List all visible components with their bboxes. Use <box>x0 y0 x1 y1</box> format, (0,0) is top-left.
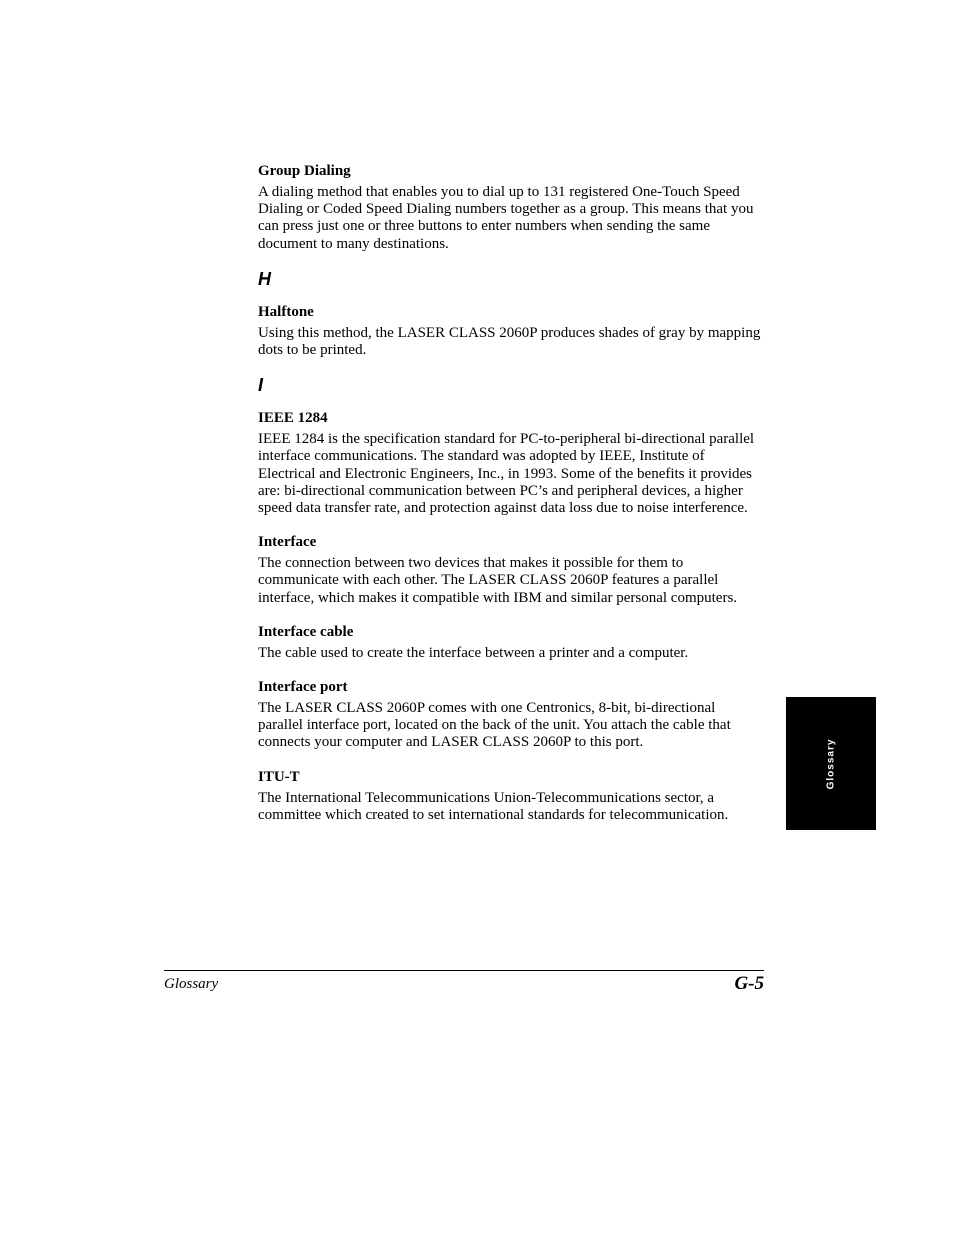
footer-section-title: Glossary <box>164 976 219 992</box>
term-interface: Interface <box>258 534 317 551</box>
term-group-dialing: Group Dialing <box>258 163 351 179</box>
term-halftone: Halftone <box>258 303 314 320</box>
entry-itu-t <box>258 768 764 824</box>
term-interface-port: Interface port <box>258 679 348 696</box>
definition-ieee1284: IEEE 1284 is the specification standard for PC-to-peripheral bi-directional parallel interface communications. The standard was adopted by IEEE, Institute of Electrical and Electronic Engineers, Inc., in 1993. Some of the benefits it provides are: bi-directional communication between PC’s and peripheral devices, a higher speed data transfer rate, and protection against data loss due to noise interference. <box>258 431 755 517</box>
definition-halftone: Using this method, the LASER CLASS 2060P produces shades of gray by mapping dots to be printed. <box>258 324 761 359</box>
side-tab-label: Glossary <box>825 738 837 789</box>
definition-interface-cable: The cable used to create the interface between a printer and a computer. <box>258 644 689 661</box>
entry-interface-cable <box>258 623 764 662</box>
footer-page-number: G-5 <box>734 973 764 994</box>
definition-group-dialing: A dialing method that enables you to dial up to 131 registered One-Touch Speed Dialing or Coded Speed Dialing numbers together as a group. This means that you can press just one or three buttons to enter numbers when sending the same document to many destinations. <box>258 184 754 252</box>
entry-interface <box>258 533 764 607</box>
section-letter-h: H <box>258 268 271 289</box>
definition-itu-t: The International Telecommunications Union-Telecommunications sector, a committee which created to set international standards for telecommunication. <box>258 789 729 823</box>
footer-divider <box>164 970 764 971</box>
glossary-content <box>258 162 764 824</box>
section-letter-i: I <box>258 375 264 396</box>
term-interface-cable: Interface cable <box>258 623 354 640</box>
glossary-side-tab <box>786 697 876 830</box>
entry-group-dialing <box>258 162 764 253</box>
term-itu-t: ITU-T <box>258 768 300 785</box>
entry-ieee1284 <box>258 409 764 517</box>
definition-interface: The connection between two devices that makes it possible for them to communicate with each other. The LASER CLASS 2060P features a parallel interface, which makes it compatible with IBM and similar personal computers. <box>258 555 738 606</box>
term-ieee1284: IEEE 1284 <box>258 410 328 427</box>
definition-interface-port: The LASER CLASS 2060P comes with one Centronics, 8-bit, bi-directional parallel interface port, located on the back of the unit. You attach the cable that connects your computer and LASER CLASS 2060P to this port. <box>258 700 731 751</box>
entry-halftone <box>258 303 764 359</box>
entry-interface-port <box>258 678 764 752</box>
